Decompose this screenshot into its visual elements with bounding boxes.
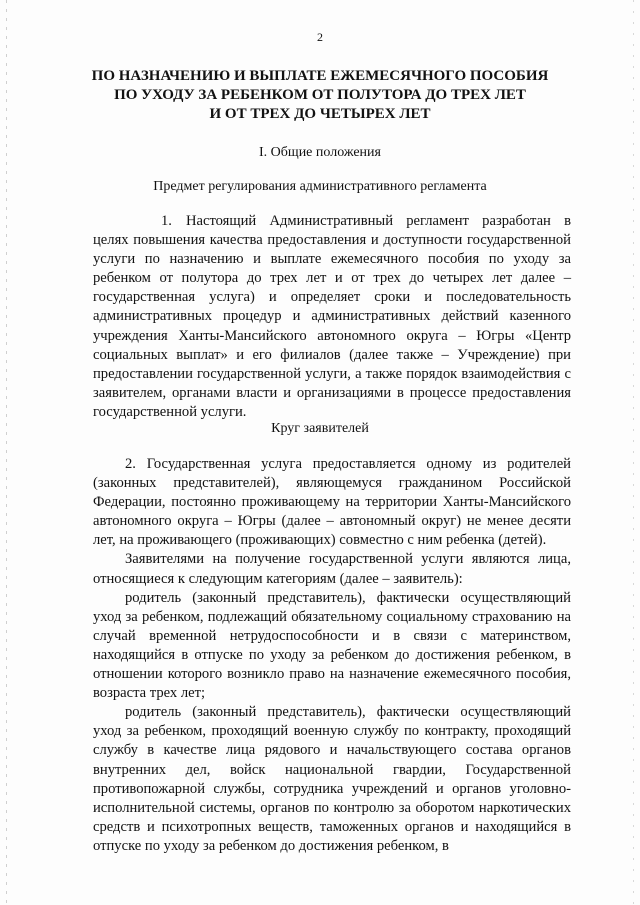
paragraph-1-number: 1. <box>161 213 172 229</box>
title-line-1: ПО НАЗНАЧЕНИЮ И ВЫПЛАТЕ ЕЖЕМЕСЯЧНОГО ПОСОБИЯ <box>91 68 549 84</box>
paragraph-5: родитель (законный представитель), фактически осуществляющий уход за ребенком, проходящий военную службу по контракту, проходящий службу в качестве лица рядового и начальствующего состава органов внутренних дел, войск национальной гвардии, Государственной противопожарной службы, сотрудника учреждений и органов уголовно-исполнительной системы, органов по контролю за оборотом наркотических средств и психотропных веществ, таможенных органов и находящийся в отпуске по уходу за ребенком до достижения ребенком, в <box>93 704 571 854</box>
applicants-body <box>93 455 571 856</box>
scan-edge-left <box>6 0 7 905</box>
page-number: 2 <box>317 30 323 44</box>
scan-edge-right <box>633 0 634 905</box>
paragraph-1-text: Настоящий Административный регламент разработан в целях повышения качества предоставления и доступности государственной услуги по назначению и выплате ежемесячного пособия по уходу за ребенком от полутора до трех лет и от трех до четырех лет далее – государственная услуга) и определяет сроки и последовательность административных процедур и административных действий казенного учреждения Ханты-Мансийского автономного округа – Югры «Центр социальных выплат» и его филиалов (далее также – Учреждение) при предоставлении государственной услуги, а также порядок взаимодействия с заявителем, органами власти и организациями в процессе предоставления государственной услуги. <box>93 213 571 420</box>
subsection-heading-applicants: Круг заявителей <box>271 421 369 436</box>
paragraph-4: родитель (законный представитель), фактически осуществляющий уход за ребенком, подлежащий обязательному социальному страхованию на случай временной нетрудоспособности и в связи с материнством, находящийся в отпуске по уходу за ребенком до достижения ребенком, в отношении которого возникло право на назначение ежемесячного пособия, возраста трех лет; <box>93 589 571 702</box>
title-line-2: ПО УХОДУ ЗА РЕБЕНКОМ ОТ ПОЛУТОРА ДО ТРЕХ ЛЕТ <box>114 87 526 103</box>
paragraph-1 <box>93 212 571 422</box>
title-line-3: И ОТ ТРЕХ ДО ЧЕТЫРЕХ ЛЕТ <box>209 106 431 122</box>
section-heading: I. Общие положения <box>259 145 381 160</box>
paragraph-3: Заявителями на получение государственной услуги являются лица, относящиеся к следующим категориям (далее – заявитель): <box>93 551 571 587</box>
subsection-heading-regulation: Предмет регулирования административного регламента <box>153 179 487 194</box>
paragraph-2: 2. Государственная услуга предоставляется одному из родителей (законных представителей), являющемуся гражданином Российской Федерации, постоянно проживающему на территории Ханты-Мансийского автономного округа – Югры (далее – автономный округ) не менее десяти лет, на проживающего (проживающих) совместно с ним ребенка (детей). <box>93 456 571 549</box>
paragraph-1-block <box>93 212 571 422</box>
document-title <box>60 67 580 124</box>
